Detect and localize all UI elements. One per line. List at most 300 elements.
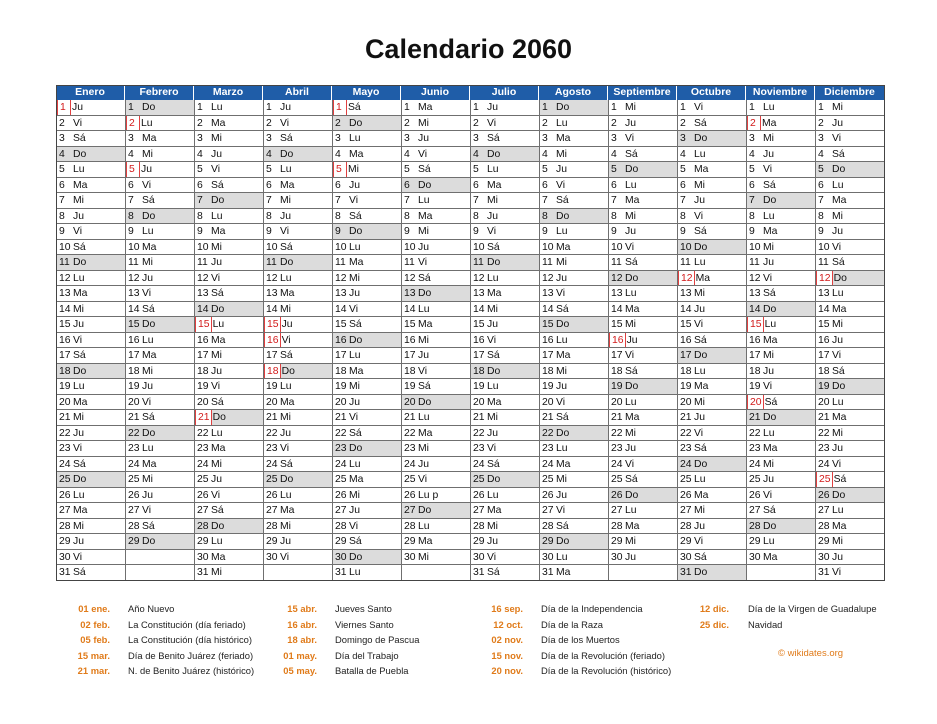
day-cell [401, 488, 470, 504]
weekday-label: Mi [556, 365, 567, 377]
day-cell [539, 162, 608, 178]
empty-cell [401, 565, 470, 581]
day-number: 25 [611, 474, 623, 485]
day-number: 11 [404, 257, 415, 268]
day-number: 4 [542, 148, 548, 160]
day-cell [125, 503, 194, 519]
day-cell [677, 116, 746, 132]
day-cell [677, 271, 746, 287]
weekday-label: Do [280, 474, 294, 485]
weekday-label: Ju [73, 319, 84, 330]
weekday-label: Do [418, 179, 432, 191]
day-cell [539, 410, 608, 426]
day-number: 8 [611, 210, 617, 222]
day-cell [470, 457, 539, 473]
day-cell [332, 472, 401, 488]
weekday-label: Ju [418, 133, 429, 144]
day-number: 20 [818, 396, 830, 408]
day-cell [608, 472, 677, 488]
holiday-entry [0, 617, 937, 632]
weekday-label: Sá [280, 350, 293, 361]
day-number: 11 [473, 257, 484, 268]
column-divider [56, 100, 57, 581]
weekday-label: Ju [73, 427, 84, 439]
day-number: 6 [818, 179, 824, 191]
empty-cell [608, 565, 677, 581]
day-number: 18 [818, 365, 830, 377]
weekday-label: Vi [73, 443, 83, 454]
column-divider [884, 100, 885, 581]
weekday-label: Vi [625, 458, 635, 470]
weekday-label: Ma [418, 427, 433, 439]
weekday-label: Do [556, 427, 570, 439]
day-number: 16 [59, 334, 71, 346]
weekday-label: Lu [487, 272, 499, 284]
weekday-label: Ma [418, 102, 433, 113]
weekday-label: Mi [211, 350, 222, 361]
day-cell [401, 255, 470, 271]
day-number: 20 [680, 396, 692, 408]
weekday-label: Ma [142, 133, 157, 144]
day-number: 9 [266, 226, 272, 237]
weekday-label: Mi [763, 133, 774, 144]
day-cell [470, 348, 539, 364]
day-number: 21 [680, 412, 692, 423]
day-cell [125, 100, 194, 116]
page-title: Calendario 2060 [364, 34, 573, 64]
weekday-label: Ju [832, 117, 843, 129]
day-number: 18 [749, 365, 761, 377]
day-number: 17 [59, 350, 71, 361]
day-number: 23 [335, 443, 347, 454]
day-number: 8 [749, 210, 755, 222]
day-number: 12 [59, 272, 71, 284]
weekday-label: Vi [142, 179, 152, 191]
day-number: 30 [611, 551, 623, 563]
weekday-label: Ju [142, 381, 153, 392]
weekday-label: Ma [280, 505, 295, 516]
weekday-label: Ma [487, 396, 502, 408]
weekday-label: Vi [211, 381, 221, 392]
day-number: 5 [59, 164, 65, 175]
day-cell [125, 209, 194, 225]
day-number: 17 [197, 350, 209, 361]
holiday-name: Día de la Revolución (histórico) [541, 665, 672, 677]
weekday-label: Ma [763, 551, 778, 563]
day-cell [608, 364, 677, 380]
day-number: 19 [473, 381, 485, 392]
weekday-label: Vi [73, 551, 83, 563]
day-number: 1 [404, 102, 410, 113]
day-cell [608, 116, 677, 132]
day-cell [746, 503, 815, 519]
day-cell [263, 286, 332, 302]
day-cell [401, 410, 470, 426]
day-number: 12 [611, 272, 623, 284]
weekday-label: Mi [418, 551, 429, 563]
day-number: 29 [404, 536, 416, 547]
weekday-label: Ma [73, 396, 88, 408]
day-number: 27 [128, 505, 140, 516]
day-number: 9 [542, 226, 548, 237]
day-cell [815, 519, 885, 535]
day-number: 26 [818, 489, 830, 501]
day-cell [263, 488, 332, 504]
weekday-label: Do [556, 319, 570, 330]
day-cell [539, 472, 608, 488]
day-number: 21 [818, 412, 830, 423]
day-number: 14 [128, 303, 140, 315]
weekday-label: Ju [211, 257, 222, 268]
weekday-label: Sá [625, 365, 638, 377]
day-cell [746, 472, 815, 488]
weekday-label: Ju [832, 443, 843, 454]
weekday-label: Ma [73, 179, 88, 191]
day-number: 3 [59, 133, 65, 144]
weekday-label: Do [349, 551, 363, 563]
day-cell [608, 550, 677, 566]
weekday-label: Ma [832, 412, 847, 423]
day-number: 25 [404, 474, 416, 485]
weekday-label: Sá [833, 474, 847, 485]
weekday-label: Mi [487, 195, 498, 206]
weekday-label: Sá [418, 381, 431, 392]
weekday-label: Lu [211, 536, 223, 547]
day-cell [125, 364, 194, 380]
day-number: 4 [59, 148, 65, 160]
weekday-label: Vi [625, 350, 635, 361]
day-number: 30 [818, 551, 830, 563]
day-number: 11 [128, 257, 139, 268]
weekday-label: Ma [418, 536, 433, 547]
day-cell [677, 441, 746, 457]
weekday-label: Sá [763, 288, 776, 299]
weekday-label: Ju [694, 412, 705, 423]
weekday-label: Mi [832, 102, 843, 113]
day-number: 24 [335, 458, 347, 470]
weekday-label: Ju [625, 443, 636, 454]
day-number: 2 [680, 117, 686, 129]
day-number: 27 [542, 505, 554, 516]
day-cell [401, 286, 470, 302]
weekday-label: Sá [763, 179, 776, 191]
day-cell [608, 395, 677, 411]
day-number: 8 [473, 210, 479, 222]
day-cell [401, 457, 470, 473]
day-cell [470, 441, 539, 457]
weekday-label: Ju [487, 210, 498, 222]
holiday-name: La Constitución (día histórico) [128, 634, 253, 646]
weekday-label: Sá [625, 257, 638, 268]
day-cell [608, 224, 677, 240]
day-number: 29 [680, 536, 692, 547]
day-cell [401, 271, 470, 287]
day-number: 1 [333, 100, 347, 116]
weekday-label: Ma [832, 195, 847, 206]
weekday-label: Vi [281, 334, 291, 346]
day-cell [470, 162, 539, 178]
day-number: 19 [404, 381, 416, 392]
holiday-date: 12 dic. [699, 603, 729, 614]
weekday-label: Do [418, 396, 432, 408]
day-number: 4 [749, 148, 755, 160]
weekday-label: Vi [142, 396, 152, 408]
weekday-label: Sá [349, 319, 362, 330]
day-cell [539, 395, 608, 411]
weekday-label: Lu [349, 133, 361, 144]
day-number: 28 [680, 520, 692, 532]
weekday-label: Mi [487, 303, 498, 315]
day-cell [332, 193, 401, 209]
holiday-entry [0, 663, 937, 678]
day-number: 10 [818, 241, 830, 253]
day-cell [608, 317, 677, 333]
weekday-label: Lu [211, 102, 223, 113]
credit-link[interactable]: © wikidates.org [778, 648, 844, 659]
day-number: 20 [197, 396, 209, 408]
day-number: 9 [335, 226, 341, 237]
day-cell [815, 426, 885, 442]
weekday-label: Vi [556, 505, 566, 516]
day-cell [608, 178, 677, 194]
weekday-label: Vi [487, 334, 497, 346]
weekday-label: Mi [625, 536, 636, 547]
day-cell [263, 178, 332, 194]
day-cell [194, 333, 263, 349]
weekday-label: Vi [694, 319, 704, 330]
day-cell [401, 224, 470, 240]
day-cell [401, 348, 470, 364]
weekday-label: Vi [625, 133, 635, 144]
day-cell [125, 472, 194, 488]
weekday-label: Lu [280, 381, 292, 392]
holiday-date: 12 oct. [493, 618, 523, 630]
day-number: 21 [266, 412, 278, 423]
weekday-label: Lu [280, 272, 292, 284]
day-cell [470, 395, 539, 411]
day-number: 13 [335, 288, 347, 299]
weekday-label: Ju [694, 195, 705, 206]
day-cell [332, 503, 401, 519]
weekday-label: Ju [349, 505, 360, 516]
weekday-label: Vi [487, 443, 497, 454]
weekday-label: Do [487, 257, 501, 268]
day-cell [332, 255, 401, 271]
weekday-label: Do [625, 381, 639, 392]
day-number: 17 [128, 350, 140, 361]
weekday-label: Sá [142, 520, 155, 532]
day-cell [677, 472, 746, 488]
weekday-label: Mi [694, 396, 705, 408]
day-cell [815, 364, 885, 380]
day-cell [332, 333, 401, 349]
day-cell [263, 240, 332, 256]
weekday-label: Mi [832, 319, 843, 330]
day-cell [815, 348, 885, 364]
day-cell [539, 116, 608, 132]
weekday-label: Lu [556, 551, 568, 563]
day-cell [539, 286, 608, 302]
day-number: 28 [542, 520, 554, 532]
day-number: 27 [818, 505, 830, 516]
column-divider [677, 100, 678, 581]
day-cell [332, 348, 401, 364]
weekday-label: Vi [142, 505, 152, 516]
day-number: 11 [335, 257, 346, 268]
holiday-entry [0, 632, 937, 647]
day-number: 29 [266, 536, 278, 547]
day-number: 15 [542, 319, 554, 330]
column-divider [194, 100, 195, 581]
day-cell [194, 565, 263, 581]
day-cell [332, 286, 401, 302]
day-cell [608, 410, 677, 426]
day-cell [401, 550, 470, 566]
weekday-label: Mi [487, 520, 498, 532]
day-number: 1 [128, 102, 134, 113]
day-number: 20 [473, 396, 485, 408]
day-cell [677, 534, 746, 550]
weekday-label: Ma [349, 474, 364, 485]
day-number: 28 [128, 520, 140, 532]
day-number: 9 [680, 226, 686, 237]
weekday-label: Ma [280, 179, 295, 191]
day-cell [539, 550, 608, 566]
day-number: 12 [128, 272, 140, 284]
weekday-label: Ju [763, 148, 774, 160]
day-cell [815, 441, 885, 457]
day-cell [677, 302, 746, 318]
weekday-label: Sá [832, 257, 845, 268]
day-number: 29 [818, 536, 830, 547]
day-number: 1 [197, 102, 203, 113]
weekday-label: Mi [211, 241, 222, 253]
day-number: 23 [59, 443, 71, 454]
day-number: 14 [266, 303, 278, 315]
day-number: 21 [404, 412, 416, 423]
day-number: 22 [404, 427, 416, 439]
weekday-label: Ma [556, 241, 571, 253]
day-cell [194, 147, 263, 163]
weekday-label: Vi [556, 396, 566, 408]
weekday-label: Lu p [418, 489, 439, 501]
weekday-label: Vi [694, 427, 704, 439]
day-cell [470, 302, 539, 318]
weekday-label: Lu [212, 319, 225, 330]
weekday-label: Ma [556, 458, 571, 470]
day-cell [263, 364, 332, 380]
weekday-label: Lu [556, 443, 568, 454]
day-number: 14 [473, 303, 485, 315]
day-cell [815, 116, 885, 132]
weekday-label: Mi [487, 412, 498, 423]
holiday-name: Día de Benito Juárez (feriado) [128, 649, 254, 661]
day-cell [470, 410, 539, 426]
day-cell [746, 178, 815, 194]
day-cell [470, 271, 539, 287]
day-number: 13 [611, 288, 623, 299]
day-number: 8 [59, 210, 65, 222]
weekday-label: Vi [211, 164, 221, 175]
weekday-label: Ju [280, 102, 291, 113]
weekday-label: Sá [142, 195, 155, 206]
day-number: 6 [197, 179, 203, 191]
day-number: 8 [680, 210, 686, 222]
day-cell [746, 131, 815, 147]
day-number: 14 [542, 303, 554, 315]
weekday-label: Ju [556, 489, 567, 501]
day-cell [125, 193, 194, 209]
day-cell [401, 395, 470, 411]
day-cell [539, 519, 608, 535]
day-cell [470, 534, 539, 550]
day-number: 8 [542, 210, 548, 222]
day-cell [194, 255, 263, 271]
day-cell [332, 131, 401, 147]
day-cell [746, 286, 815, 302]
day-number: 19 [749, 381, 761, 392]
day-cell [470, 255, 539, 271]
weekday-label: Mi [418, 334, 429, 346]
weekday-label: Do [142, 536, 156, 547]
column-divider [608, 100, 609, 581]
day-number: 23 [128, 443, 140, 454]
weekday-label: Vi [280, 443, 290, 454]
day-cell [746, 426, 815, 442]
day-number: 22 [818, 427, 830, 439]
day-number: 31 [197, 567, 209, 578]
day-number: 25 [128, 474, 140, 485]
weekday-label: Sá [73, 567, 86, 578]
weekday-label: Vi [556, 179, 566, 191]
day-cell [56, 162, 125, 178]
weekday-label: Vi [73, 226, 83, 237]
day-cell [401, 441, 470, 457]
weekday-label: Ju [349, 288, 360, 299]
day-cell [125, 333, 194, 349]
day-number: 13 [542, 288, 554, 299]
day-number: 18 [680, 365, 692, 377]
day-number: 26 [404, 489, 416, 501]
weekday-label: Mi [73, 412, 84, 423]
day-number: 6 [404, 179, 410, 191]
weekday-label: Lu [694, 365, 706, 377]
day-number: 28 [749, 520, 761, 532]
day-number: 11 [611, 257, 622, 268]
day-cell [746, 100, 815, 116]
weekday-label: Mi [763, 350, 774, 361]
day-number: 7 [749, 195, 755, 206]
day-number: 16 [680, 334, 692, 346]
day-cell [677, 395, 746, 411]
weekday-label: Ju [349, 396, 360, 408]
day-cell [263, 162, 332, 178]
day-number: 28 [611, 520, 623, 532]
weekday-label: Mi [694, 505, 705, 516]
day-cell [746, 348, 815, 364]
weekday-label: Lu [832, 288, 844, 299]
weekday-label: Do [625, 489, 639, 501]
day-cell [56, 147, 125, 163]
day-cell [608, 503, 677, 519]
column-divider [470, 100, 471, 581]
day-cell [608, 100, 677, 116]
day-number: 5 [266, 164, 272, 175]
weekday-label: Do [694, 350, 708, 361]
day-cell [125, 162, 194, 178]
empty-cell [125, 565, 194, 581]
day-cell [539, 240, 608, 256]
